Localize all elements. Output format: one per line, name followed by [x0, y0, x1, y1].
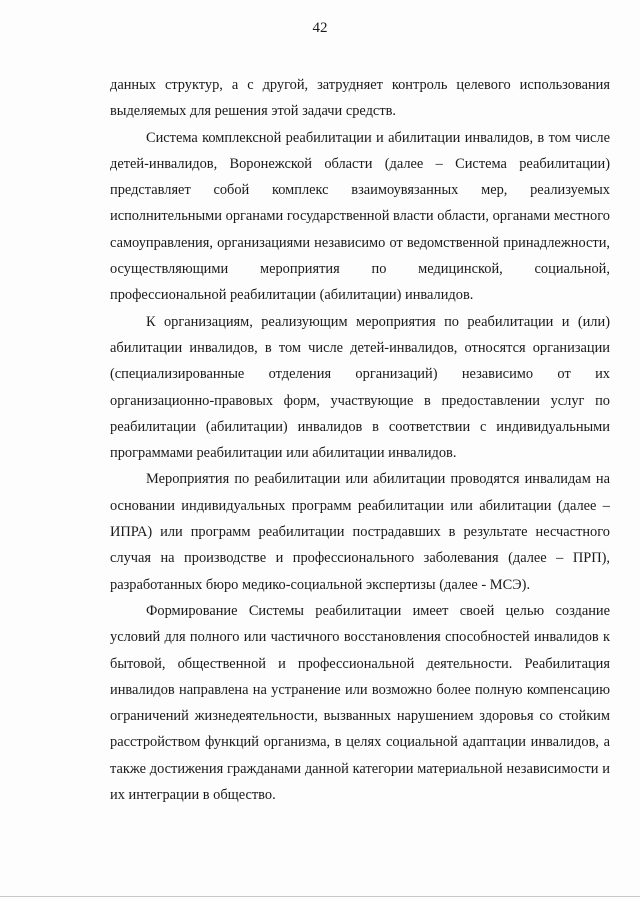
- scan-bottom-edge: [0, 896, 640, 897]
- paragraph-rehabilitation-system: Система комплексной реабилитации и абилитации инвалидов, в том числе детей-инвалидов, Воронежской области (далее – Система реабилитации) представляет собой комплекс взаимоувязанных мер, реализуемых исполнительными органами государственной власти области, органами местного самоуправления, организациями независимо от ведомственной принадлежности, осуществляющими мероприятия по медицинской, социальной, профессиональной реабилитации (абилитации) инвалидов.: [110, 129, 610, 304]
- page-number: 42: [312, 20, 328, 36]
- paragraph-system-goal: Формирование Системы реабилитации имеет своей целью создание условий для полного или частичного восстановления способностей инвалидов к бытовой, общественной и профессиональной деятельности. Реабилитация инвалидов направлена на устранение или возможно более полную компенсацию ограничений жизнедеятельности, вызванных нарушением здоровья со стойким расстройством функций организма, в целях социальной адаптации инвалидов, а также достижения гражданами данной категории материальной независимости и их интеграции в общество.: [110, 602, 610, 804]
- document-body: [110, 72, 610, 808]
- paragraph-organizations: К организациям, реализующим мероприятия по реабилитации и (или) абилитации инвалидов, в том числе детей-инвалидов, относятся организации (специализированные отделения организаций) независимо от их организационно-правовых форм, участвующие в предоставлении услуг по реабилитации (абилитации) инвалидов в соответствии с индивидуальными программами реабилитации или абилитации инвалидов.: [110, 313, 610, 462]
- paragraph-continuation: данных структур, а с другой, затрудняет контроль целевого использования выделяемых для решения этой задачи средств.: [110, 77, 610, 120]
- paragraph-rehabilitation-programs: Мероприятия по реабилитации или абилитации проводятся инвалидам на основании индивидуальных программ реабилитации или абилитации (далее – ИПРА) или программ реабилитации пострадавших в результате несчастного случая на производстве и профессионального заболевания (далее – ПРП), разработанных бюро медико-социальной экспертизы (далее - МСЭ).: [110, 471, 610, 593]
